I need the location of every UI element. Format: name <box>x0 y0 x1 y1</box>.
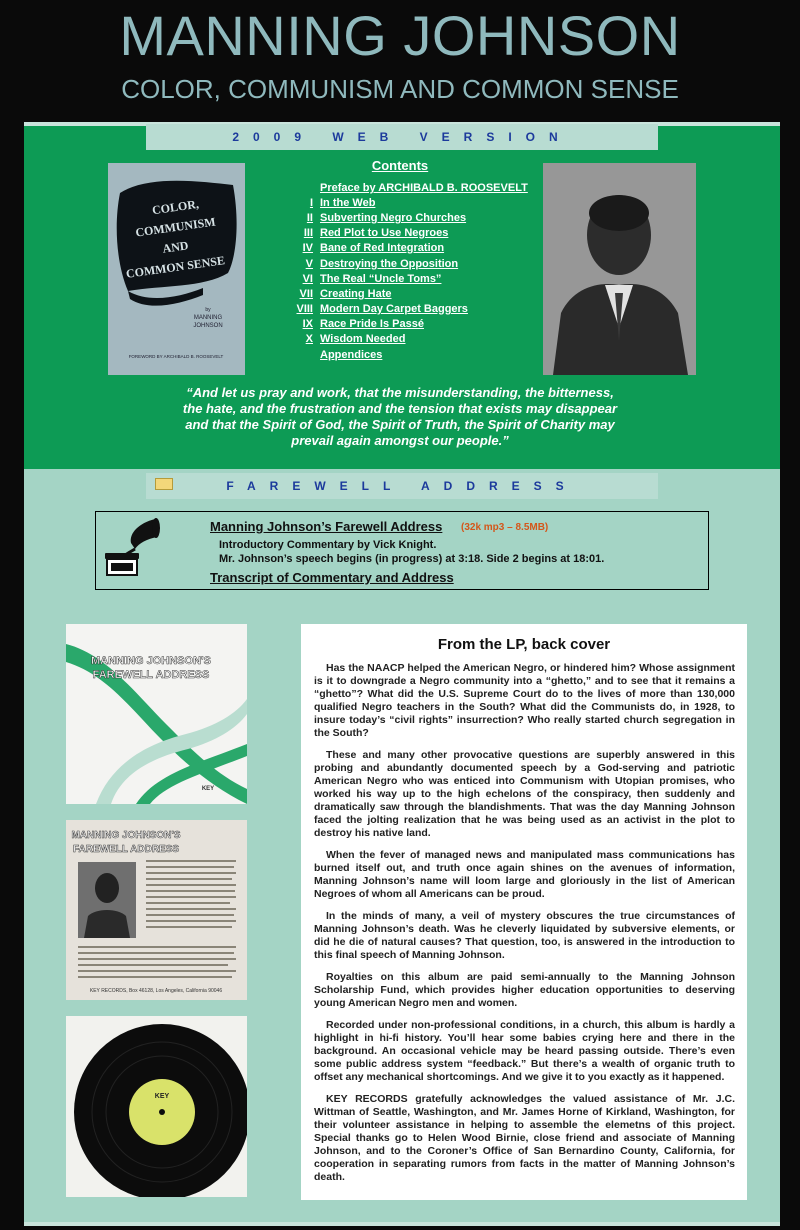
toc-link[interactable]: Race Pride Is Passé <box>320 318 424 330</box>
toc-link[interactable]: Destroying the Opposition <box>320 258 459 270</box>
toc-link[interactable]: Bane of Red Integration <box>320 242 445 254</box>
cover-title-line-1: COLOR, <box>151 196 200 218</box>
toc-link[interactable]: Subverting Negro Churches <box>320 212 467 224</box>
toc-number[interactable]: VII <box>299 288 313 300</box>
cover-foreword: FOREWORD BY ARCHIBALD B. ROOSEVELT <box>128 354 224 359</box>
toc-number[interactable]: IX <box>302 318 313 330</box>
toc-link[interactable]: Wisdom Needed <box>320 333 406 345</box>
article-paragraph: These and many other provocative questions are superbly answered in this probing and abundantly documented speech by a God-serving and patriotic American Negro who was enticed into Communism with Utopian promises, who worked his way up to the high echelons of the conspiracy, then suddenly and dramatically saw through the blandishments. That was the day Manning Johnson faced the jolting realization that he was being used as an activist in the plot to destroy his native land. <box>314 749 735 839</box>
toc-link[interactable]: Appendices <box>320 349 383 361</box>
album-back-footer: KEY RECORDS, Box 46128, Los Angeles, California 90046 <box>89 988 223 994</box>
gramophone-icon <box>99 515 161 587</box>
album-front-art <box>66 624 247 804</box>
web-version-band: 2009 WEB VERSION <box>146 124 658 150</box>
toc-link[interactable]: Preface by ARCHIBALD B. ROOSEVELT <box>320 182 528 194</box>
contents-heading: Contents <box>371 158 429 173</box>
lp-back-cover-text-panel <box>301 624 747 1200</box>
article-paragraph: Has the NAACP helped the American Negro, or hindered him? Whose assignment is it to downgrade a Negro community into a “ghetto,” and to see that it remains a “ghetto”? What did the U.S. Supreme Court do to the lives of more than 130,000 qualified Negro teachers in the South? What did the Communists do, in 1928, to insure today’s “civil rights” insurrection? Who really started church segregation in the South? <box>314 662 735 739</box>
article-paragraph: When the fever of managed news and manipulated mass communications has burned itself out, and truth once again shines on the avenues of information, Manning Johnson’s name will loom large and gloriously in the list of American Negroes of whom all Americans can be proud. <box>314 849 735 900</box>
toc-number[interactable]: IV <box>302 242 313 254</box>
toc-number[interactable]: V <box>305 258 313 270</box>
toc-link[interactable]: Modern Day Carpet Baggers <box>320 303 468 315</box>
toc-number[interactable]: II <box>306 212 313 224</box>
farewell-file-size: (32k mp3 – 8.5MB) <box>461 522 549 533</box>
article-title: From the LP, back cover <box>437 636 611 653</box>
album-back-title-1: MANNING JOHNSON'S <box>71 830 181 841</box>
toc-number[interactable]: III <box>303 227 313 239</box>
vinyl-record-image <box>66 1016 247 1197</box>
book-cover-image <box>108 163 245 375</box>
home-icon[interactable] <box>155 478 173 490</box>
page-title: MANNING JOHNSON <box>119 4 681 67</box>
toc-link[interactable]: Red Plot to Use Negroes <box>320 227 449 239</box>
farewell-timing-line: Mr. Johnson’s speech begins (in progress) at 3:18. Side 2 begins at 18:01. <box>219 553 605 565</box>
toc-number[interactable]: I <box>309 197 313 209</box>
farewell-commentary-line: Introductory Commentary by Vick Knight. <box>219 539 437 551</box>
article-paragraph: KEY RECORDS gratefully acknowledges the valued assistance of Mr. J.C. Wittman of Seattle, Washington, and Mr. James Horne of Kirkland, Washington, for their volunteer assistance in helping to assemble the elemetns of this project. Special thanks go to Helen Wood Birnie, close friend and associate of Manning Johnson, and to the Coroner’s Office of San Bernardino County, California, for cooperation in separating rumors from facts in the matter of Manning Johnson’s death. <box>314 1093 735 1183</box>
quote-text: “And let us pray and work, that the misunderstanding, the bitterness, the hate, and the frustration and the tension that exists may disappear and that the Spirit of God, the Spirit of Truth, the Spirit of Charity may prevail again amongst our people.” <box>182 385 618 448</box>
bottom-divider <box>24 1222 780 1226</box>
author-portrait-image <box>543 163 696 375</box>
book-cover-art <box>108 163 245 375</box>
cover-by: by <box>205 307 211 313</box>
cover-author-line-2: JOHNSON <box>193 323 223 329</box>
farewell-band: FAREWELL ADDRESS <box>146 473 658 499</box>
toc-link[interactable]: The Real “Uncle Toms” <box>320 273 442 285</box>
album-front-cover-image <box>66 624 247 804</box>
page-subtitle: COLOR, COMMUNISM AND COMMON SENSE <box>121 74 679 104</box>
toc-link[interactable]: In the Web <box>320 197 376 209</box>
article-paragraph: Recorded under non-professional conditions, in a church, this album is hardly a highlight in hi-fi history. You’ll hear some babies crying here and there in the background. An occasional vehicle may be heard passing outside. There’s even some public address system “feedback.” But there’s a wealth of organic truth to offset any mechanical shortcomings. And we give it to you exactly as it happened. <box>314 1019 735 1083</box>
album-back-title-2: FAREWELL ADDRESS <box>72 844 180 855</box>
article-paragraph: In the minds of many, a veil of mystery obscures the true circumstances of Manning Johnson’s death. Was he cleverly liquidated by subversive elements, or did he die of natural causes? That question, too, is answered in the introduction to this final speech of Manning Johnson. <box>314 910 735 961</box>
album-back-cover-image <box>66 820 247 1000</box>
transcript-link[interactable]: Transcript of Commentary and Address <box>210 570 454 585</box>
cover-title-line-4: COMMON SENSE <box>125 253 226 281</box>
cover-author-line-1: MANNING <box>193 315 223 321</box>
record-label-logo: KEY <box>154 1093 170 1100</box>
article-paragraph: Royalties on this album are paid semi-annually to the Manning Johnson Scholarship Fund, which provides higher education opportunities to deserving young American Negro men and women. <box>314 971 735 1009</box>
vinyl-art <box>66 1016 247 1197</box>
farewell-audio-link[interactable]: Manning Johnson’s Farewell Address <box>210 519 443 534</box>
album-front-logo: KEY <box>201 786 215 792</box>
portrait-art <box>543 163 696 375</box>
toc-number[interactable]: VI <box>302 273 313 285</box>
toc-link[interactable]: Creating Hate <box>320 288 392 300</box>
cover-title-line-3: AND <box>161 238 190 256</box>
album-back-art <box>66 820 247 1000</box>
toc-number[interactable]: X <box>305 333 313 345</box>
cover-title-line-2: COMMUNISM <box>134 214 217 240</box>
album-front-title-1: MANNING JOHNSON'S <box>91 655 211 667</box>
toc-number[interactable]: VIII <box>296 303 313 315</box>
album-front-title-2: FAREWELL ADDRESS <box>92 669 210 681</box>
